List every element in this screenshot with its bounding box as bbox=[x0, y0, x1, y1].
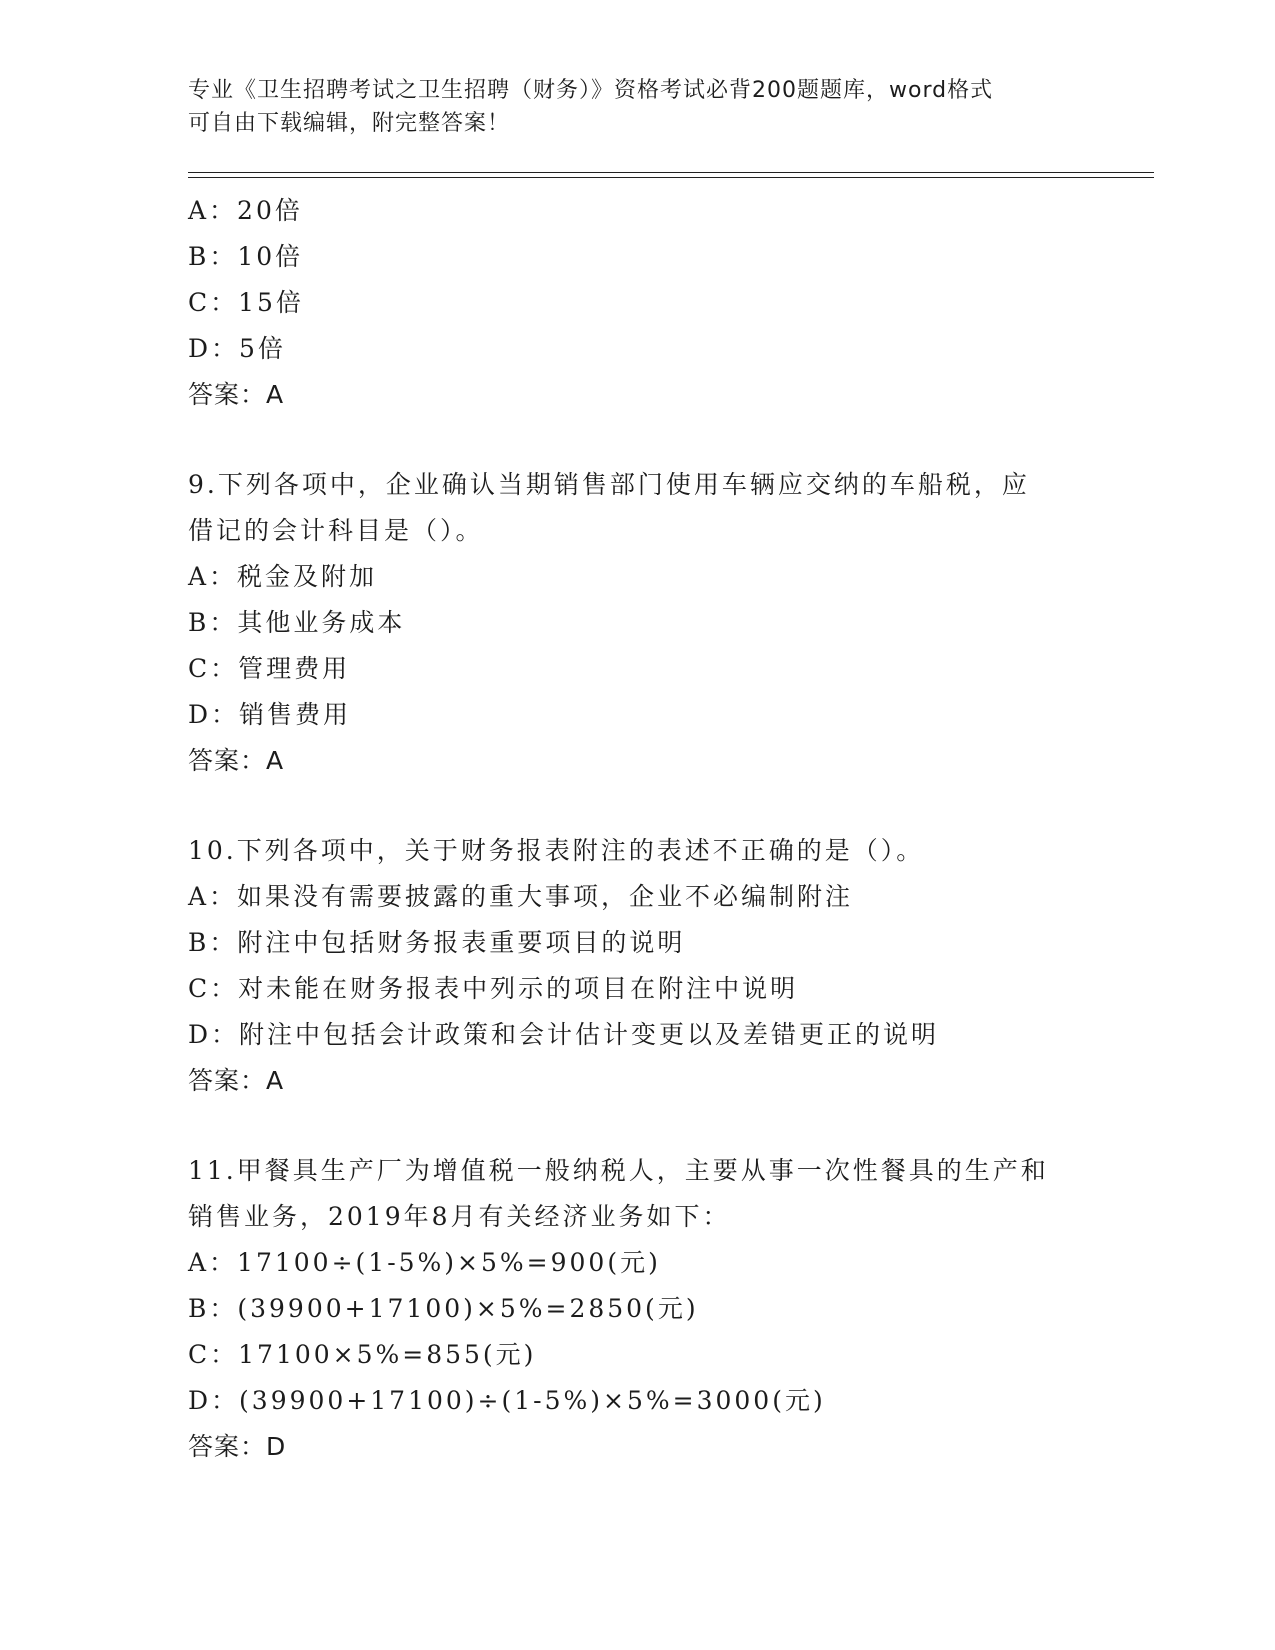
option-d: D：5倍 bbox=[188, 334, 286, 363]
answer: 答案：A bbox=[188, 1066, 285, 1095]
question-stem: 11.甲餐具生产厂为增值税一般纳税人，主要从事一次性餐具的生产和 bbox=[188, 1156, 1049, 1185]
question-stem-continued: 借记的会计科目是（）。 bbox=[188, 516, 484, 545]
document-header bbox=[188, 74, 1088, 140]
question-10 bbox=[188, 828, 1148, 1104]
option-c: C：管理费用 bbox=[188, 654, 351, 683]
option-a: A：20倍 bbox=[188, 196, 303, 225]
option-b: B：(39900+17100)×5%=2850(元) bbox=[188, 1294, 699, 1323]
question-9 bbox=[188, 462, 1148, 784]
option-d: D：(39900+17100)÷(1-5%)×5%=3000(元) bbox=[188, 1386, 826, 1415]
option-b: B：其他业务成本 bbox=[188, 608, 406, 637]
question-stem: 9.下列各项中，企业确认当期销售部门使用车辆应交纳的车船税，应 bbox=[188, 470, 1030, 499]
option-b: B：附注中包括财务报表重要项目的说明 bbox=[188, 928, 686, 957]
option-a: A：税金及附加 bbox=[188, 562, 378, 591]
question-8 bbox=[188, 188, 1148, 418]
answer: 答案：A bbox=[188, 746, 285, 775]
spacer bbox=[188, 784, 1148, 828]
option-c: C：15倍 bbox=[188, 288, 304, 317]
question-stem-continued: 销售业务，2019年8月有关经济业务如下： bbox=[188, 1202, 731, 1231]
header-divider-top bbox=[188, 172, 1154, 173]
answer: 答案：D bbox=[188, 1432, 287, 1461]
option-c: C：对未能在财务报表中列示的项目在附注中说明 bbox=[188, 974, 799, 1003]
question-stem: 10.下列各项中，关于财务报表附注的表述不正确的是（）。 bbox=[188, 836, 925, 865]
spacer bbox=[188, 1104, 1148, 1148]
header-line-2: 可自由下载编辑，附完整答案！ bbox=[188, 111, 511, 136]
question-list bbox=[188, 188, 1148, 1470]
option-b: B：10倍 bbox=[188, 242, 304, 271]
answer: 答案：A bbox=[188, 380, 285, 409]
option-d: D：附注中包括会计政策和会计估计变更以及差错更正的说明 bbox=[188, 1020, 940, 1049]
option-d: D：销售费用 bbox=[188, 700, 352, 729]
question-11 bbox=[188, 1148, 1148, 1470]
spacer bbox=[188, 418, 1148, 462]
option-a: A：17100÷(1-5%)×5%=900(元) bbox=[188, 1248, 661, 1277]
option-c: C：17100×5%=855(元) bbox=[188, 1340, 537, 1369]
option-a: A：如果没有需要披露的重大事项，企业不必编制附注 bbox=[188, 882, 854, 911]
header-line-1: 专业《卫生招聘考试之卫生招聘（财务）》资格考试必背200题题库，word格式 bbox=[188, 78, 994, 103]
header-divider-bottom bbox=[188, 177, 1154, 178]
